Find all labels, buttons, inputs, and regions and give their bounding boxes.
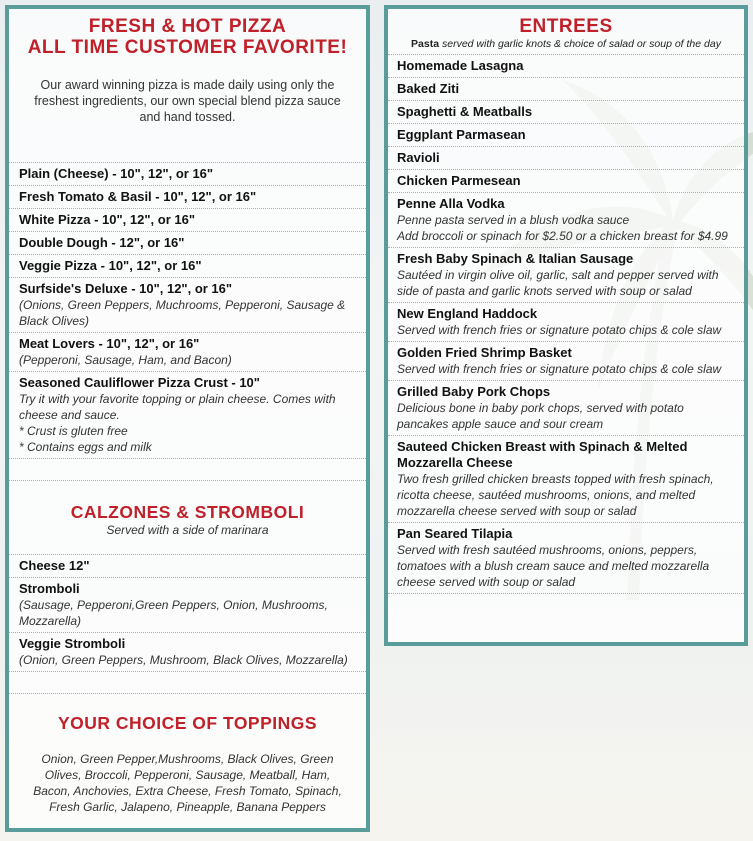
menu-item-description: Sautéed in virgin olive oil, garlic, salt and pepper served with side of pasta and garlic knots served with soup or salad bbox=[397, 268, 719, 298]
entrees-menu-list bbox=[388, 54, 744, 594]
menu-item-name: Cheese 12" bbox=[19, 558, 90, 573]
menu-item bbox=[9, 333, 366, 372]
menu-item-description: (Onions, Green Peppers, Muchrooms, Pepperoni, Sausage & Black Olives) bbox=[19, 298, 346, 328]
menu-item bbox=[9, 278, 366, 333]
menu-item bbox=[9, 232, 366, 255]
entrees-subtitle-bold: Pasta bbox=[411, 38, 440, 50]
menu-item bbox=[388, 193, 744, 248]
menu-item-name: Fresh Baby Spinach & Italian Sausage bbox=[397, 251, 634, 266]
menu-item bbox=[9, 163, 366, 186]
menu-item-name: New England Haddock bbox=[397, 306, 538, 321]
menu-item bbox=[9, 555, 366, 578]
menu-item-description: Add broccoli or spinach for $2.50 or a chicken breast for $4.99 bbox=[397, 229, 728, 243]
menu-item-name: Pan Seared Tilapia bbox=[397, 526, 513, 541]
menu-item-name: Surfside's Deluxe - 10", 12", or 16" bbox=[19, 281, 233, 296]
menu-item-name: Golden Fried Shrimp Basket bbox=[397, 345, 572, 360]
menu-item bbox=[388, 342, 744, 381]
menu-item bbox=[388, 436, 744, 523]
menu-item-description: Two fresh grilled chicken breasts topped with fresh spinach, ricotta cheese, sautéed mushrooms, onions, and melted mozzarella cheese served with soup or salad bbox=[397, 472, 714, 518]
menu-item bbox=[9, 372, 366, 459]
menu-item-name: Seasoned Cauliflower Pizza Crust - 10" bbox=[19, 375, 260, 390]
menu-item-description: * Contains eggs and milk bbox=[19, 440, 152, 454]
menu-item-name: Eggplant Parmasean bbox=[397, 127, 526, 142]
menu-item-name: Spaghetti & Meatballs bbox=[397, 104, 533, 119]
menu-item bbox=[9, 578, 366, 633]
menu-item bbox=[388, 170, 744, 193]
pizza-title: FRESH & HOT PIZZA bbox=[88, 16, 287, 37]
menu-item-name: Ravioli bbox=[397, 150, 440, 165]
toppings-text: Onion, Green Pepper,Mushrooms, Black Olives, Green Olives, Broccoli, Pepperoni, Sausage, Meatball, Ham, Bacon, Anchovies, Extra Cheese, Fresh Tomato, Spinach, Fresh Garlic, Jalapeno, Pineapple, Banana Peppers bbox=[33, 752, 342, 814]
pizza-menu-list bbox=[9, 162, 366, 459]
entrees-title: ENTREES bbox=[519, 16, 613, 37]
menu-item-description: * Crust is gluten free bbox=[19, 424, 128, 438]
toppings-title: YOUR CHOICE OF TOPPINGS bbox=[57, 713, 318, 733]
menu-item bbox=[388, 147, 744, 170]
calzones-menu-list bbox=[9, 554, 366, 672]
pizza-panel bbox=[5, 5, 370, 832]
menu-item-description: Served with french fries or signature potato chips & cole slaw bbox=[397, 323, 722, 337]
entrees-panel bbox=[384, 5, 748, 646]
spacer-row bbox=[9, 459, 366, 481]
menu-item-name: Fresh Tomato & Basil - 10", 12", or 16" bbox=[19, 189, 257, 204]
menu-item bbox=[388, 78, 744, 101]
pizza-intro: Our award winning pizza is made daily using only the freshest ingredients, our own special blend pizza sauce and hand tossed. bbox=[34, 78, 341, 124]
menu-item-name: White Pizza - 10", 12", or 16" bbox=[19, 212, 195, 227]
menu-item-description: Served with french fries or signature potato chips & cole slaw bbox=[397, 362, 722, 376]
menu-item bbox=[9, 633, 366, 672]
menu-item bbox=[388, 303, 744, 342]
entrees-subtitle-rest: served with garlic knots & choice of salad or soup of the day bbox=[439, 38, 721, 50]
calzones-title: CALZONES & STROMBOLI bbox=[70, 502, 305, 522]
menu-item-name: Homemade Lasagna bbox=[397, 58, 524, 73]
menu-item bbox=[388, 523, 744, 594]
menu-item-description: (Onion, Green Peppers, Mushroom, Black Olives, Mozzarella) bbox=[19, 653, 348, 667]
pizza-subtitle: ALL TIME CUSTOMER FAVORITE! bbox=[27, 37, 348, 58]
menu-item bbox=[9, 255, 366, 278]
menu-item-description: (Pepperoni, Sausage, Ham, and Bacon) bbox=[19, 353, 232, 367]
calzones-subtitle: Served with a side of marinara bbox=[106, 523, 269, 537]
menu-item-name: Grilled Baby Pork Chops bbox=[397, 384, 551, 399]
menu-item-description: Penne pasta served in a blush vodka sauce bbox=[397, 213, 630, 227]
menu-item-description: Served with fresh sautéed mushrooms, onions, peppers, tomatoes with a blush cream sauce and melted mozzarella cheese served with soup or salad bbox=[397, 543, 710, 589]
menu-item bbox=[388, 124, 744, 147]
menu-item bbox=[9, 186, 366, 209]
menu-item-name: Veggie Pizza - 10", 12", or 16" bbox=[19, 258, 202, 273]
menu-item-name: Baked Ziti bbox=[397, 81, 460, 96]
menu-item-name: Meat Lovers - 10", 12", or 16" bbox=[19, 336, 200, 351]
spacer-row bbox=[9, 672, 366, 694]
menu-item-description: Delicious bone in baby pork chops, served with potato pancakes apple sauce and sour cream bbox=[397, 401, 684, 431]
menu-item-name: Penne Alla Vodka bbox=[397, 196, 505, 211]
menu-item-name: Chicken Parmesean bbox=[397, 173, 521, 188]
menu-item-name: Sauteed Chicken Breast with Spinach & Melted Mozzarella Cheese bbox=[397, 439, 688, 470]
menu-item-description: (Sausage, Pepperoni,Green Peppers, Onion, Mushrooms, Mozzarella) bbox=[19, 598, 328, 628]
menu-item-name: Double Dough - 12", or 16" bbox=[19, 235, 185, 250]
entrees-subtitle bbox=[388, 38, 744, 50]
menu-item bbox=[388, 381, 744, 436]
menu-item bbox=[388, 248, 744, 303]
menu-item bbox=[388, 101, 744, 124]
menu-item-name: Plain (Cheese) - 10", 12", or 16" bbox=[19, 166, 214, 181]
menu-item-name: Stromboli bbox=[19, 581, 80, 596]
menu-item-name: Veggie Stromboli bbox=[19, 636, 126, 651]
menu-item-description: Try it with your favorite topping or plain cheese. Comes with cheese and sauce. bbox=[19, 392, 336, 422]
menu-item bbox=[9, 209, 366, 232]
menu-item bbox=[388, 55, 744, 78]
